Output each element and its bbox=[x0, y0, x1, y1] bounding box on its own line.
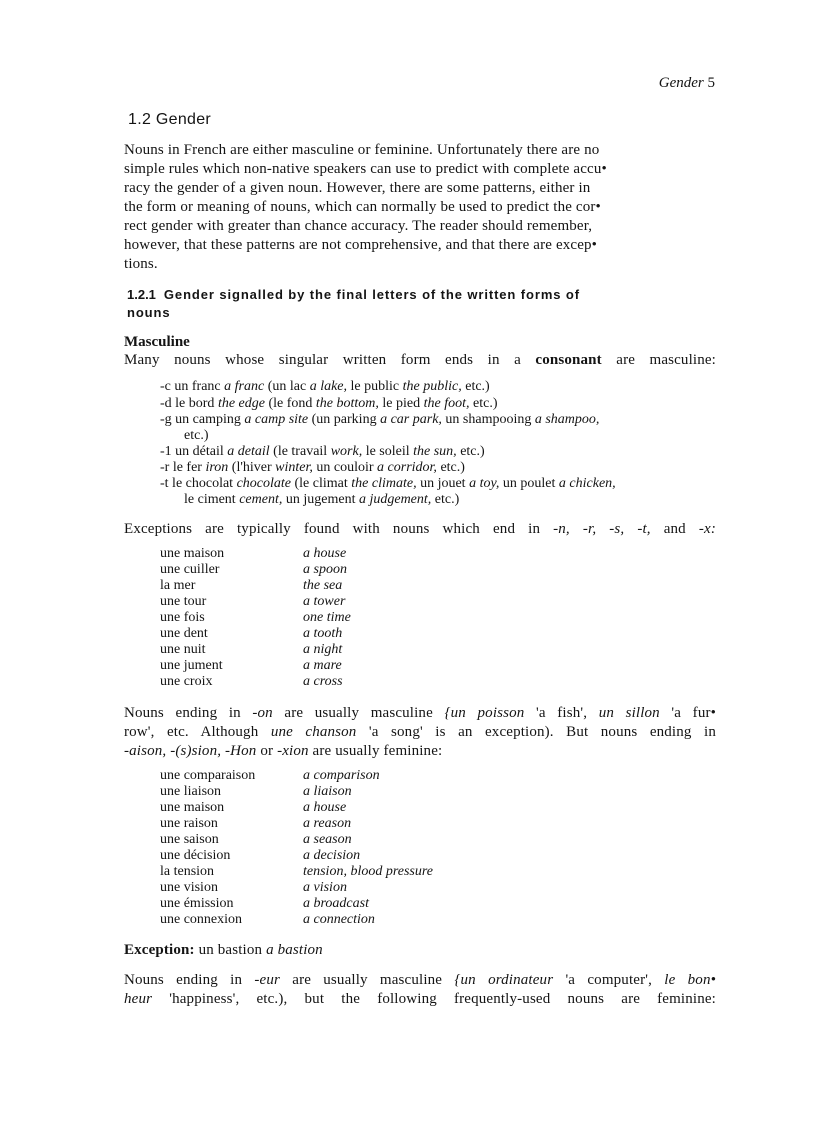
gloss: a car park, bbox=[380, 412, 442, 427]
text-run: -g un camping bbox=[160, 412, 245, 427]
french-noun: une décision bbox=[160, 848, 231, 863]
french-noun: une nuit bbox=[160, 642, 206, 657]
text-run: un bastion bbox=[194, 942, 267, 958]
endings: -n, -r, -s, -t, bbox=[553, 521, 651, 537]
text-run: Nouns ending in bbox=[124, 705, 253, 721]
english-gloss: a decision bbox=[303, 848, 361, 863]
gloss: the bottom, bbox=[315, 396, 379, 411]
french-noun: une croix bbox=[160, 674, 213, 689]
intro-line: the form or meaning of nouns, which can normally be used to predict the cor• bbox=[124, 199, 601, 215]
french-noun: une cuiller bbox=[160, 562, 220, 577]
subsection-number: 1.2.1 bbox=[127, 287, 156, 302]
text-run: -t le chocolat bbox=[160, 476, 237, 491]
french-noun: une jument bbox=[160, 658, 223, 673]
section-title: 1.2 Gender bbox=[128, 111, 212, 128]
gloss: cement, bbox=[239, 492, 283, 507]
masculine-intro bbox=[124, 351, 716, 370]
text-run: 'a computer', bbox=[553, 972, 665, 988]
text-run: and bbox=[650, 521, 699, 537]
text-run: Many nouns whose singular written form ends in a bbox=[124, 352, 536, 368]
intro-line: however, that these patterns are not comprehensive, and that there are excep• bbox=[124, 237, 598, 253]
french-noun: une liaison bbox=[160, 784, 222, 799]
text-run: le ciment bbox=[184, 492, 240, 507]
text-run: -1 un détail bbox=[160, 444, 228, 459]
example-r bbox=[160, 460, 465, 476]
text-run: un shampooing bbox=[441, 412, 535, 427]
list-item bbox=[160, 658, 351, 674]
list-item bbox=[160, 864, 433, 880]
list-item bbox=[160, 832, 433, 848]
subsection-heading bbox=[127, 286, 707, 322]
gloss: a franc bbox=[224, 379, 265, 394]
list-item bbox=[160, 800, 433, 816]
english-gloss: a mare bbox=[303, 658, 342, 673]
english-gloss: one time bbox=[303, 610, 351, 625]
on-paragraph bbox=[124, 704, 716, 761]
text-run: 'happiness', etc.), but the following frequently-used nouns are feminine: bbox=[152, 991, 716, 1007]
list-item bbox=[160, 626, 351, 642]
french-noun: une connexion bbox=[160, 912, 243, 927]
consonant-bold: consonant bbox=[535, 352, 602, 368]
text-run: etc.) bbox=[456, 444, 485, 459]
intro-line: tions. bbox=[124, 256, 158, 272]
intro-line: simple rules which non-native speakers can use to predict with complete accu• bbox=[124, 161, 607, 177]
text-run: -d le bord bbox=[160, 396, 218, 411]
text-run: un jouet bbox=[416, 476, 470, 491]
french-noun: une maison bbox=[160, 546, 225, 561]
text-run: (le fond bbox=[264, 396, 316, 411]
french-noun: la tension bbox=[160, 864, 215, 879]
text-run: are usually feminine: bbox=[308, 743, 443, 759]
masculine-heading: Masculine bbox=[124, 334, 190, 350]
gloss: a corridor, bbox=[377, 460, 437, 475]
subsection-title-line1: Gender signalled by the final letters of the written forms of bbox=[163, 287, 580, 302]
list-item bbox=[160, 896, 433, 912]
text-run: un poulet bbox=[499, 476, 559, 491]
english-gloss: a reason bbox=[303, 816, 352, 831]
gloss: the foot, bbox=[423, 396, 470, 411]
exceptions-list bbox=[160, 546, 351, 690]
text-run: (le travail bbox=[269, 444, 331, 459]
text-run: 'a song' is an exception). But nouns ending in bbox=[356, 724, 716, 740]
french-noun: une raison bbox=[160, 816, 218, 831]
french-noun: une émission bbox=[160, 896, 234, 911]
english-gloss: a cross bbox=[303, 674, 343, 689]
list-item bbox=[160, 674, 351, 690]
text-run: le public bbox=[347, 379, 403, 394]
list-item bbox=[160, 610, 351, 626]
ending: -on bbox=[252, 705, 273, 721]
example-t bbox=[160, 476, 616, 508]
text-run: Exceptions are typically found with nouns which end in bbox=[124, 521, 554, 537]
ending: -xion bbox=[277, 743, 309, 759]
english-gloss: a tower bbox=[303, 594, 346, 609]
example: un sillon bbox=[598, 705, 660, 721]
example: une chanson bbox=[270, 724, 357, 740]
gloss: a toy, bbox=[469, 476, 500, 491]
text-run: row', etc. Although bbox=[124, 724, 271, 740]
gloss: a detail bbox=[227, 444, 270, 459]
text-run: 'a fur• bbox=[659, 705, 717, 721]
gloss: the sun, bbox=[413, 444, 457, 459]
list-item bbox=[160, 848, 433, 864]
text-run: are usually masculine bbox=[280, 972, 455, 988]
list-item bbox=[160, 768, 433, 784]
example-d bbox=[160, 396, 498, 412]
example-g bbox=[160, 412, 599, 444]
text-run: or bbox=[256, 743, 278, 759]
text-run: -r le fer bbox=[160, 460, 206, 475]
text-run: are usually masculine bbox=[272, 705, 445, 721]
text-run: etc.) bbox=[436, 460, 465, 475]
running-header bbox=[600, 75, 715, 92]
text-run: 'a fish', bbox=[524, 705, 599, 721]
gloss: work, bbox=[330, 444, 363, 459]
example-c bbox=[160, 379, 490, 395]
english-gloss: a connection bbox=[303, 912, 375, 927]
list-item bbox=[160, 784, 433, 800]
english-gloss: a spoon bbox=[303, 562, 347, 577]
example: {un ordinateur bbox=[454, 972, 554, 988]
text-run: le soleil bbox=[362, 444, 414, 459]
page-number: 5 bbox=[707, 75, 715, 91]
endings: -x: bbox=[698, 521, 716, 537]
list-item bbox=[160, 912, 433, 928]
english-gloss: tension, blood pressure bbox=[303, 864, 434, 879]
text-run: (un parking bbox=[308, 412, 381, 427]
gloss: a camp site bbox=[244, 412, 309, 427]
english-gloss: a tooth bbox=[303, 626, 343, 641]
gloss: a chicken, bbox=[558, 476, 616, 491]
french-noun: une saison bbox=[160, 832, 219, 847]
intro-line: Nouns in French are either masculine or feminine. Unfortunately there are no bbox=[124, 142, 600, 158]
intro-line: racy the gender of a given noun. However, there are some patterns, either in bbox=[124, 180, 591, 196]
list-item bbox=[160, 880, 433, 896]
text-run: etc.) bbox=[184, 428, 209, 443]
french-noun: une comparaison bbox=[160, 768, 256, 783]
english-gloss: a house bbox=[303, 546, 347, 561]
english-gloss: a season bbox=[303, 832, 352, 847]
list-item bbox=[160, 578, 351, 594]
text-run: le pied bbox=[378, 396, 424, 411]
gloss: a lake, bbox=[309, 379, 348, 394]
text-run: un jugement bbox=[282, 492, 359, 507]
english-gloss: a night bbox=[303, 642, 343, 657]
text-run: (l'hiver bbox=[228, 460, 276, 475]
gloss: a judgement, bbox=[358, 492, 432, 507]
text-run: (un lac bbox=[264, 379, 310, 394]
text-run: un couloir bbox=[312, 460, 378, 475]
text-run: etc.) bbox=[461, 379, 490, 394]
list-item bbox=[160, 642, 351, 658]
english-gloss: a vision bbox=[303, 880, 347, 895]
exception-bastion bbox=[124, 941, 716, 960]
gloss: chocolate bbox=[236, 476, 291, 491]
french-noun: une dent bbox=[160, 626, 208, 641]
gloss: a shampoo, bbox=[534, 412, 600, 427]
text-run: Nouns ending in bbox=[124, 972, 255, 988]
eur-paragraph bbox=[124, 971, 716, 1009]
text-run: etc.) bbox=[431, 492, 460, 507]
text-run: are masculine: bbox=[601, 352, 716, 368]
list-item bbox=[160, 562, 351, 578]
text-run: etc.) bbox=[469, 396, 498, 411]
french-noun: une vision bbox=[160, 880, 218, 895]
list-item bbox=[160, 594, 351, 610]
ending: -aison, -(s)sion, -Hon bbox=[124, 743, 257, 759]
english-gloss: the sea bbox=[303, 578, 343, 593]
list-item bbox=[160, 546, 351, 562]
english-gloss: a liaison bbox=[303, 784, 352, 799]
gloss: the climate, bbox=[351, 476, 417, 491]
intro-line: rect gender with greater than chance accuracy. The reader should remember, bbox=[124, 218, 593, 234]
gloss: iron bbox=[205, 460, 229, 475]
french-noun: une maison bbox=[160, 800, 225, 815]
english-gloss: a broadcast bbox=[303, 896, 369, 911]
example-l bbox=[160, 444, 485, 460]
example: le bon• bbox=[664, 972, 716, 988]
example: {un poisson bbox=[444, 705, 525, 721]
text-run: (le climat bbox=[291, 476, 352, 491]
intro-paragraph bbox=[124, 141, 716, 274]
exception-label: Exception: bbox=[124, 942, 195, 958]
english-gloss: a comparison bbox=[303, 768, 380, 783]
gloss: the public, bbox=[402, 379, 462, 394]
ending: -eur bbox=[254, 972, 280, 988]
gloss: winter, bbox=[275, 460, 313, 475]
english-gloss: a house bbox=[303, 800, 347, 815]
subsection-title-line2: nouns bbox=[127, 305, 171, 320]
french-noun: une tour bbox=[160, 594, 207, 609]
gloss: a bastion bbox=[266, 942, 323, 958]
feminine-list bbox=[160, 768, 433, 928]
example: heur bbox=[124, 991, 153, 1007]
running-head-title: Gender bbox=[658, 75, 704, 91]
list-item bbox=[160, 816, 433, 832]
text-run: -c un franc bbox=[160, 379, 225, 394]
exceptions-intro bbox=[124, 520, 716, 539]
french-noun: la mer bbox=[160, 578, 196, 593]
french-noun: une fois bbox=[160, 610, 205, 625]
gloss: the edge bbox=[217, 396, 265, 411]
